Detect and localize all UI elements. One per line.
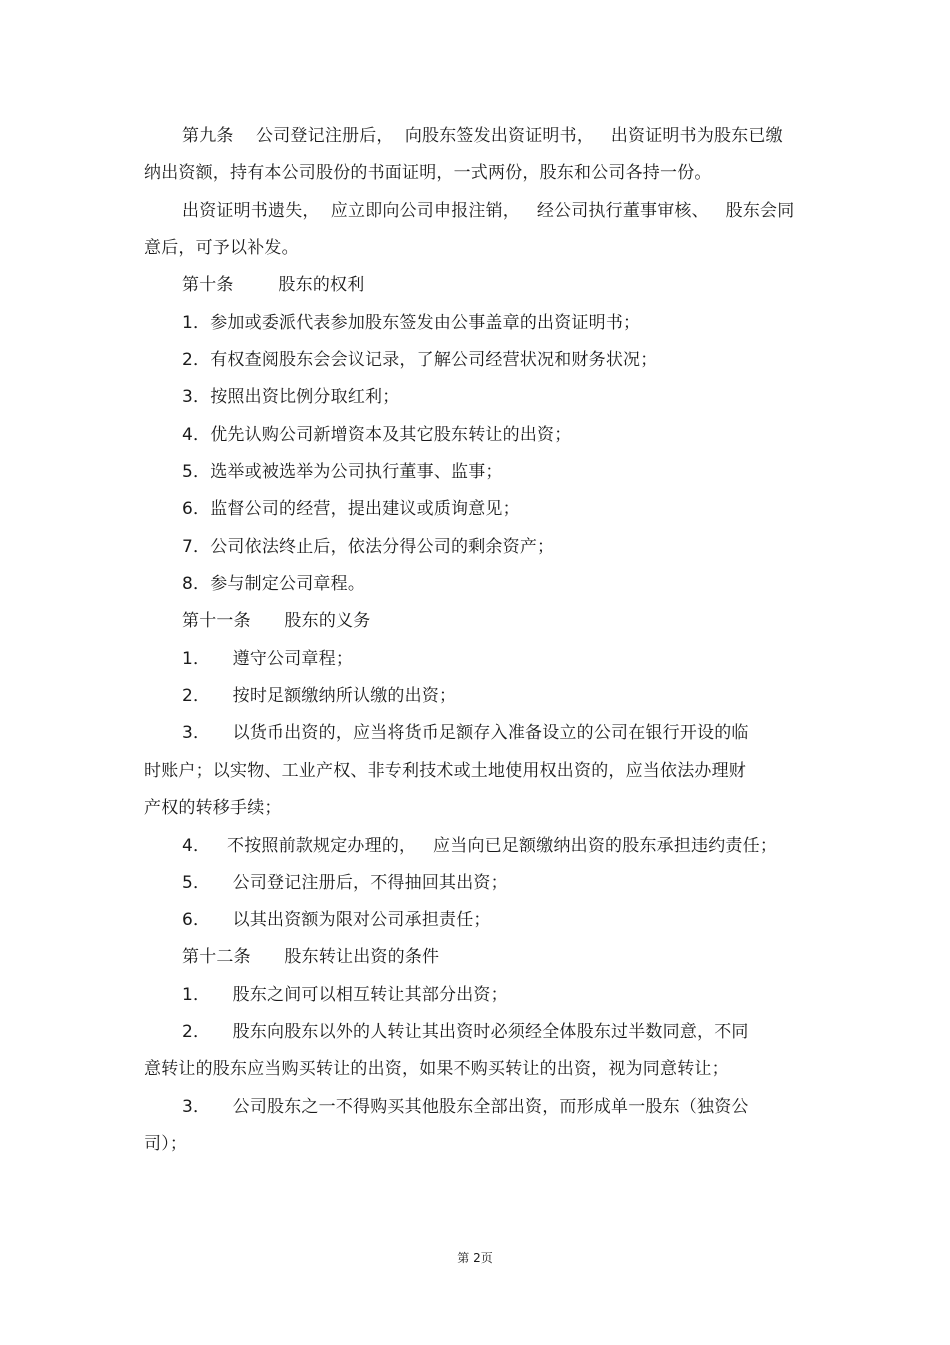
- text-line: 产权的转移手续；: [144, 798, 282, 818]
- list-item: 6． 以其出资额为限对公司承担责任；: [182, 910, 491, 930]
- section-heading: 第十一条 股东的义务: [182, 611, 371, 631]
- text-line: 司）；: [144, 1134, 188, 1154]
- page-number: 第 2页: [457, 1251, 493, 1265]
- text-line: 纳出资额，持有本公司股份的书面证明，一式两份，股东和公司各持一份。: [144, 163, 712, 183]
- text-line: 意转让的股东应当购买转让的出资，如果不购买转让的出资，视为同意转让；: [144, 1059, 729, 1079]
- list-item: 6．监督公司的经营，提出建议或质询意见；: [182, 499, 520, 519]
- text-line: 第九条 公司登记注册后， 向股东签发出资证明书， 出资证明书为股东已缴: [182, 126, 783, 146]
- list-item: 8．参与制定公司章程。: [182, 574, 366, 594]
- list-item: 1．参加或委派代表参加股东签发由公事盖章的出资证明书；: [182, 313, 641, 333]
- list-item: 4． 不按照前款规定办理的， 应当向已足额缴纳出资的股东承担违约责任；: [182, 836, 778, 856]
- list-item: 2． 股东向股东以外的人转让其出资时必须经全体股东过半数同意，不同: [182, 1022, 749, 1042]
- list-item: 2．有权查阅股东会会议记录，了解公司经营状况和财务状况；: [182, 350, 658, 370]
- list-item: 1． 股东之间可以相互转让其部分出资；: [182, 985, 508, 1005]
- list-item: 2． 按时足额缴纳所认缴的出资；: [182, 686, 457, 706]
- text-line: 时账户；以实物、工业产权、非专利技术或土地使用权出资的，应当依法办理财: [144, 761, 746, 781]
- text-line: 出资证明书遗失， 应立即向公司申报注销， 经公司执行董事审核、 股东会同: [182, 201, 795, 221]
- list-item: 3． 公司股东之一不得购买其他股东全部出资，而形成单一股东（独资公: [182, 1097, 749, 1117]
- list-item: 3． 以货币出资的，应当将货币足额存入准备设立的公司在银行开设的临: [182, 723, 749, 743]
- list-item: 5．选举或被选举为公司执行董事、监事；: [182, 462, 503, 482]
- list-item: 4．优先认购公司新增资本及其它股东转让的出资；: [182, 425, 572, 445]
- list-item: 3．按照出资比例分取红利；: [182, 387, 400, 407]
- list-item: 1． 遵守公司章程；: [182, 649, 354, 669]
- list-item: 7．公司依法终止后，依法分得公司的剩余资产；: [182, 537, 555, 557]
- list-item: 5． 公司登记注册后，不得抽回其出资；: [182, 873, 508, 893]
- text-line: 意后，可予以补发。: [144, 238, 299, 258]
- section-heading: 第十二条 股东转让出资的条件: [182, 947, 440, 967]
- section-heading: 第十条 股东的权利: [182, 275, 365, 295]
